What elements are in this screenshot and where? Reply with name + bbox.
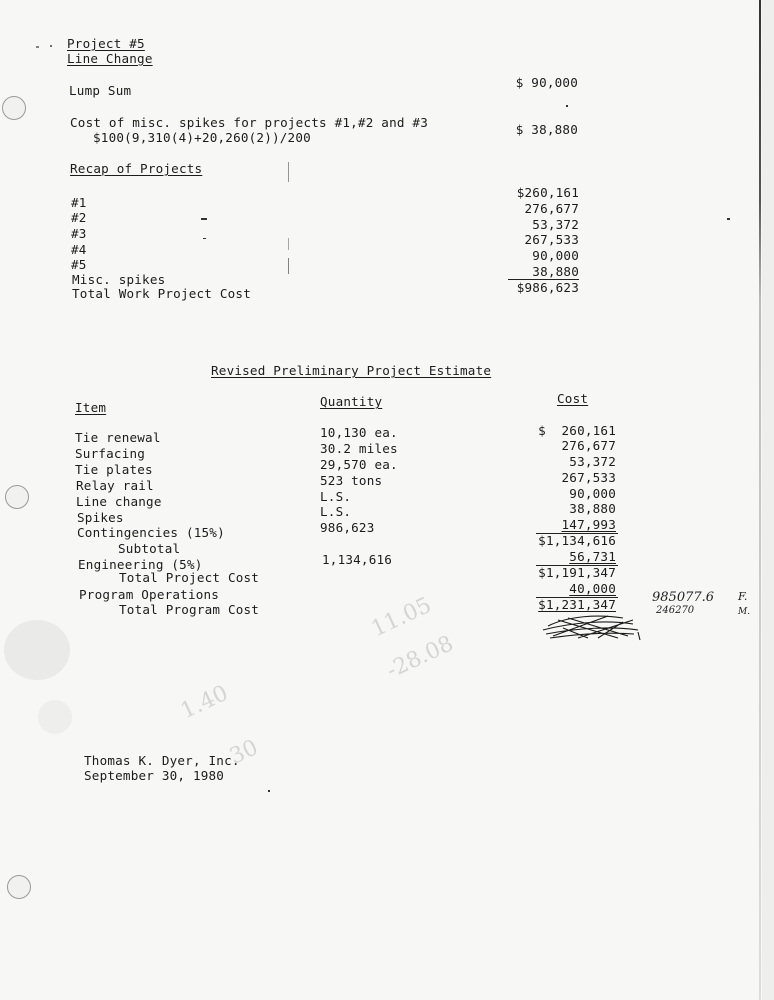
handwritten-note-1-suffix: F. [738,590,748,603]
stray-mark [288,258,289,274]
estimate-quantity: 1,134,616 [322,552,393,567]
estimate-item: Relay rail [76,478,154,493]
recap-label: Misc. spikes [72,272,166,287]
recap-total-label: Total Work Project Cost [72,286,251,301]
spikes-formula: $100(9,310(4)+20,260(2))/200 [93,130,311,145]
estimate-item-total-project: Total Project Cost [119,570,260,585]
column-header-cost: Cost [557,391,589,406]
recap-label: #3 [71,226,87,241]
page-edge-shadow [762,0,774,1000]
estimate-quantity: 523 tons [320,473,383,488]
estimate-cost-subtotal: $1,134,616 [538,533,616,548]
estimate-quantity: 10,130 ea. [320,425,398,440]
recap-label: #5 [71,257,87,272]
recap-value: 53,372 [532,217,579,232]
estimate-quantity: 30.2 miles [320,441,398,456]
hole-punch-bottom [7,875,31,899]
estimate-quantity: L.S. [320,489,352,504]
handwritten-note-2-suffix: M. [738,607,751,617]
recap-value: 267,533 [524,232,579,247]
bleed-through-marks: 1.40 [177,680,232,725]
project5-heading: Project #5 [67,36,145,51]
stray-mark [727,218,730,220]
paper-stain-small [38,700,72,734]
estimate-cost: 53,372 [569,454,616,469]
estimate-item: Contingencies (15%) [77,525,225,540]
handwritten-note-2: 246270 [656,605,695,616]
footer-date: September 30, 1980 [84,768,225,783]
recap-label: #1 [71,195,87,210]
estimate-cost: 38,880 [569,501,616,516]
estimate-item: Surfacing [75,446,146,461]
estimate-cost: 267,533 [561,470,616,485]
estimate-quantity: L.S. [320,504,352,519]
estimate-quantity: 986,623 [320,520,375,535]
estimate-item: Line change [76,494,162,509]
estimate-title: Revised Preliminary Project Estimate [211,363,492,378]
estimate-cost: 56,731 [569,549,616,564]
estimate-cost: 276,677 [561,438,616,453]
spikes-label: Cost of misc. spikes for projects #1,#2 and #3 [70,115,428,130]
handwritten-scribble [538,608,648,648]
column-header-item: Item [75,400,107,415]
sum-rule [536,533,618,534]
bleed-through-marks: 11.05 [367,592,436,643]
stray-mark [50,45,52,47]
recap-value: 276,677 [524,201,579,216]
estimate-quantity: 29,570 ea. [320,457,398,472]
estimate-item-subtotal: Subtotal [118,541,181,556]
stray-mark [203,238,206,239]
estimate-cost-total-project: $1,191,347 [538,565,616,580]
hole-punch-top [2,96,26,120]
recap-label: #2 [71,210,87,225]
recap-value: $260,161 [516,185,579,200]
stray-mark [201,218,207,220]
estimate-item: Engineering (5%) [78,557,203,572]
bleed-through-marks: -28.08 [383,631,458,684]
estimate-item: Program Operations [79,587,220,602]
estimate-cost: 40,000 [569,581,616,596]
hole-punch-middle [5,485,29,509]
estimate-item: Tie renewal [75,430,161,445]
stray-mark [268,790,270,792]
lump-sum-value: $ 90,000 [515,75,578,90]
recap-value: 90,000 [532,248,579,263]
project5-subheading: Line Change [67,51,153,66]
recap-total-value: $986,623 [508,279,579,296]
bleed-through-marks: 30 [226,735,262,770]
paper-stain [4,620,70,680]
stray-mark [36,46,39,48]
stray-mark [566,105,568,107]
handwritten-note-1: 985077.6 [652,590,715,605]
estimate-cost: 90,000 [569,486,616,501]
recap-label: #4 [71,242,87,257]
stray-mark [288,238,289,250]
sum-rule [536,597,618,598]
stray-mark [288,162,289,182]
spikes-value: $ 38,880 [515,122,578,137]
page-edge-line [759,0,761,1000]
recap-heading: Recap of Projects [70,161,203,176]
column-header-quantity: Quantity [320,394,383,409]
estimate-item-total-program: Total Program Cost [119,602,260,617]
estimate-item: Tie plates [75,462,153,477]
lump-sum-label: Lump Sum [69,83,132,98]
sum-rule [536,565,618,566]
recap-value: 38,880 [532,264,579,279]
estimate-cost: $ 260,161 [538,423,616,438]
estimate-cost: 147,993 [561,517,616,532]
footer-company: Thomas K. Dyer, Inc. [84,753,240,768]
estimate-item: Spikes [77,510,124,525]
estimate-cost-total-program: $1,231,347 [538,597,616,612]
